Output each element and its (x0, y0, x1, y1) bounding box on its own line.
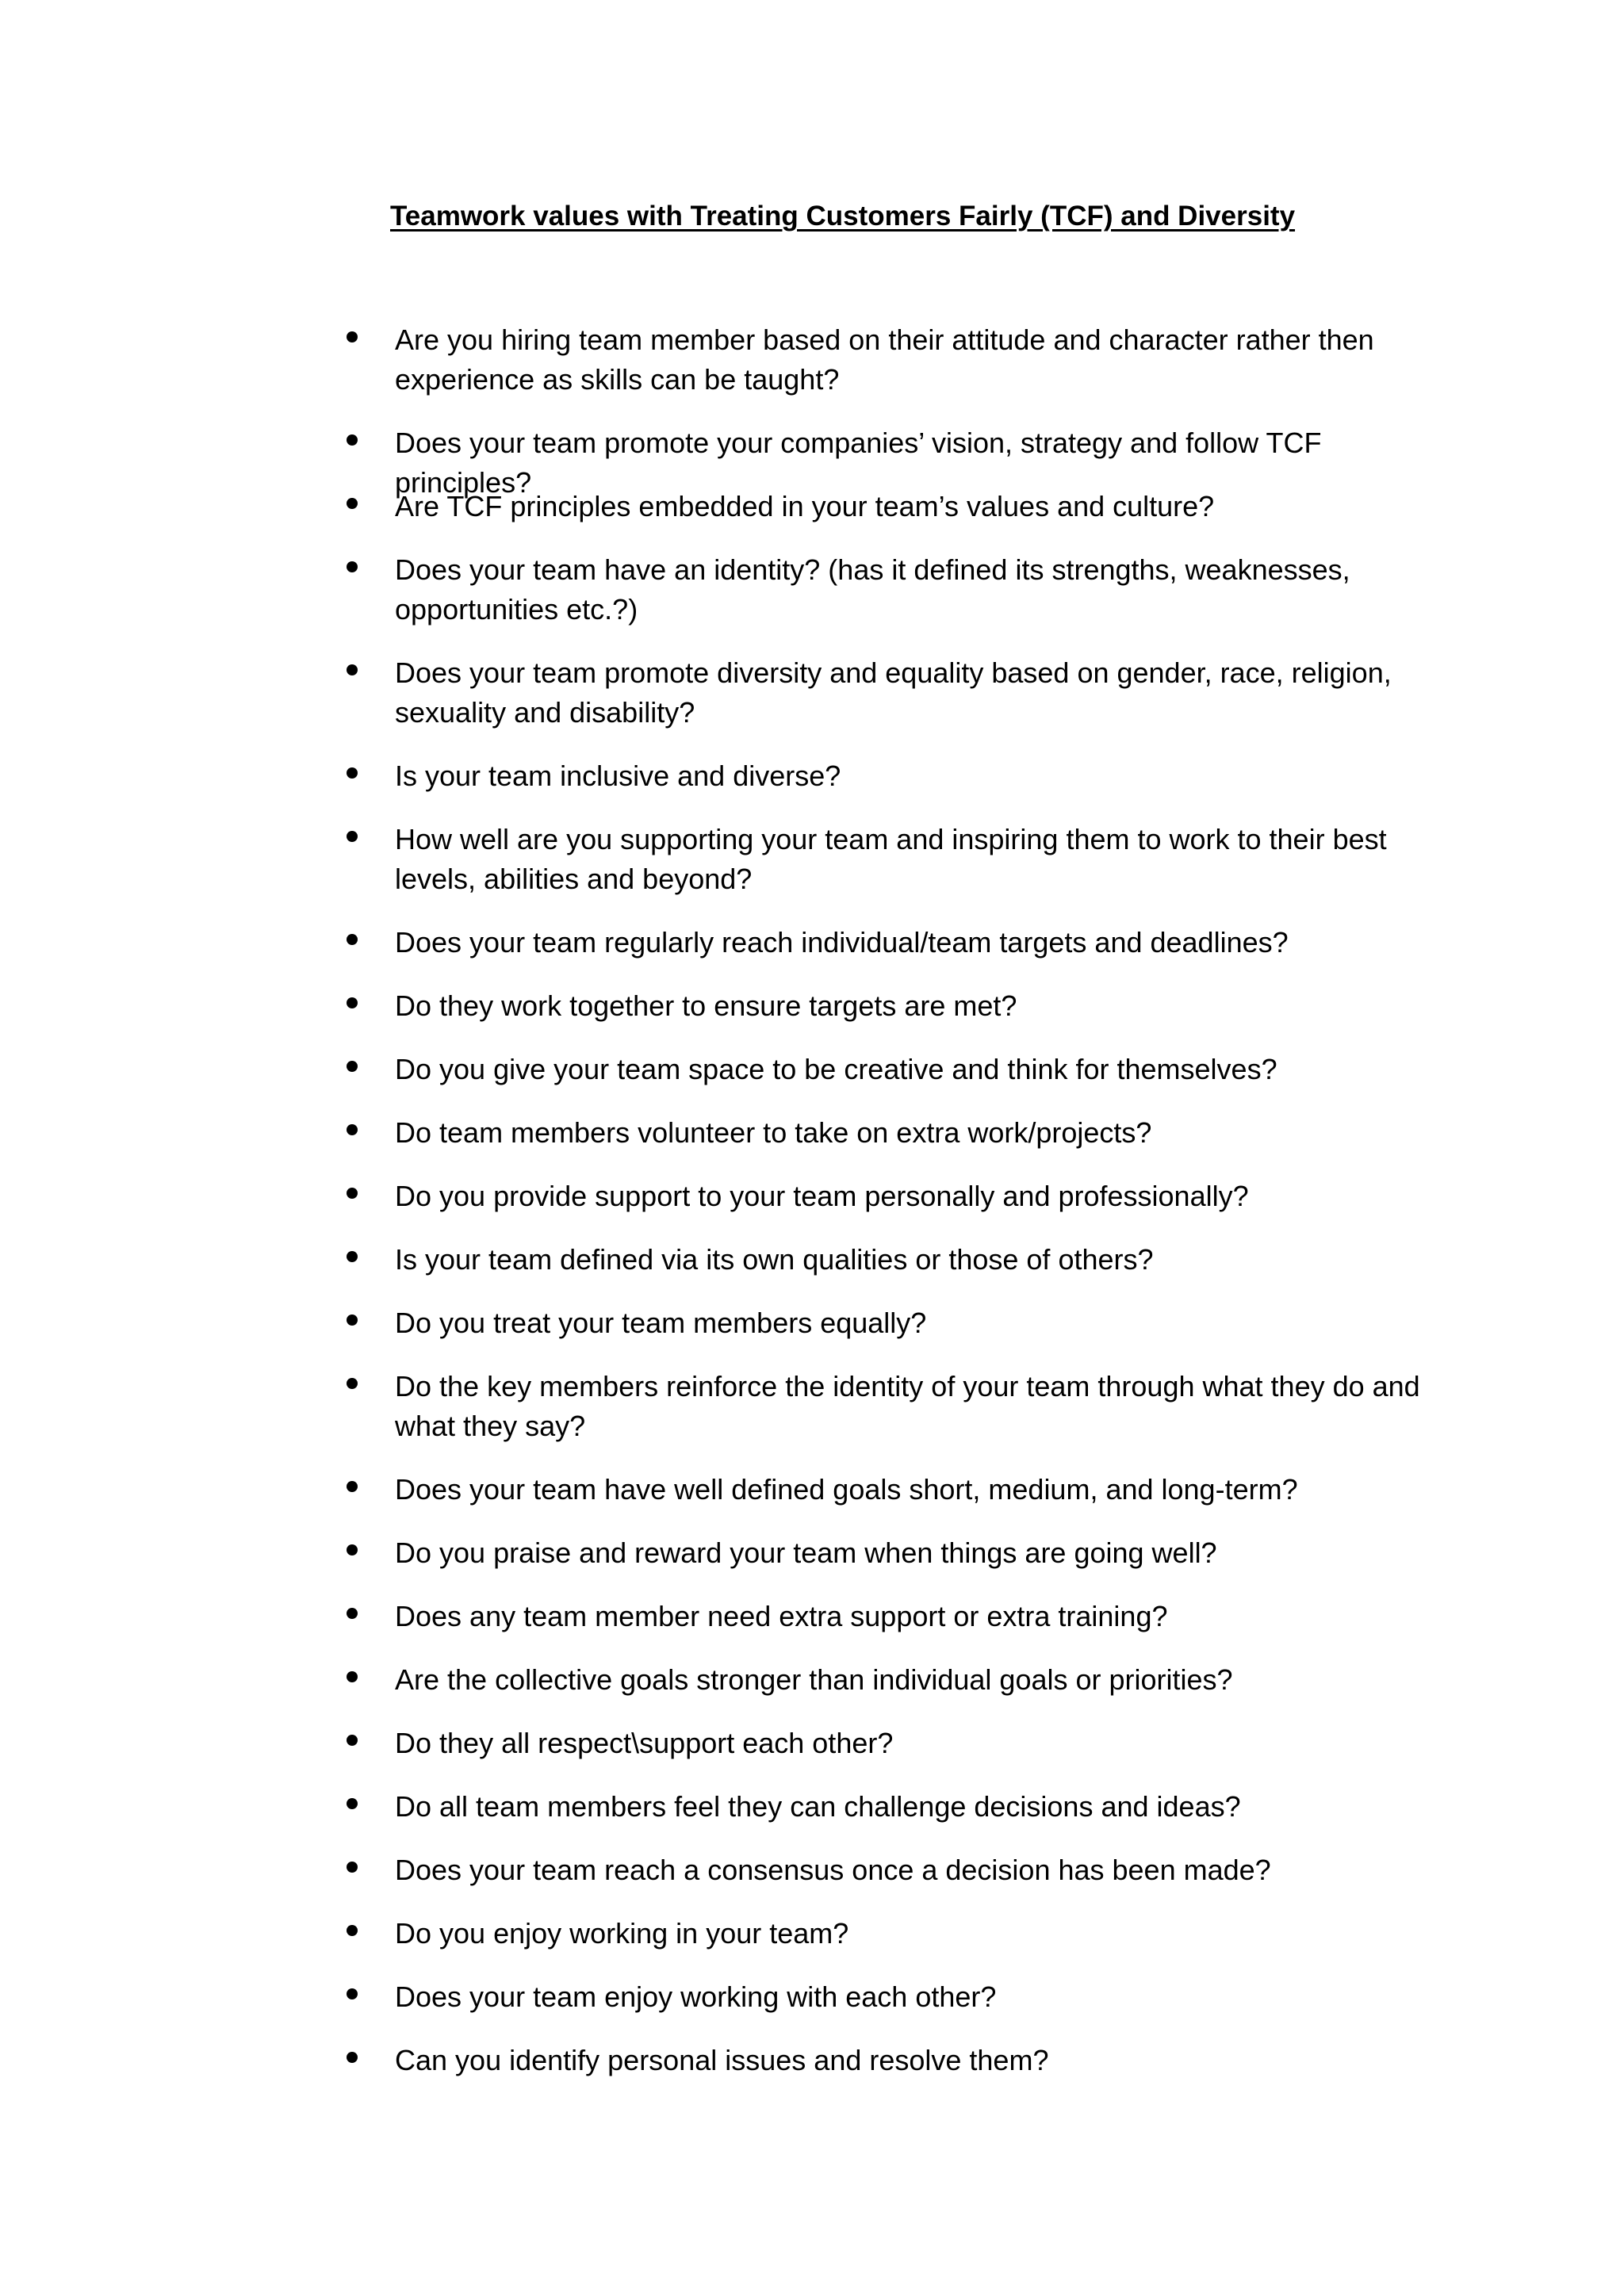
bullet-dot-icon (347, 1061, 358, 1072)
bullet-dot-icon (347, 664, 358, 675)
bullet-dot-icon (347, 1925, 358, 1936)
question-text: Do they all respect\support each other? (395, 1727, 894, 1759)
question-text: Do all team members feel they can challenge decisions and ideas? (395, 1790, 1241, 1823)
question-text: Can you identify personal issues and resolve them? (395, 2044, 1049, 2076)
question-text: Does your team regularly reach individual/team targets and deadlines? (395, 926, 1289, 959)
question-text: Do you enjoy working in your team? (395, 1917, 849, 1950)
question-text: Do you give your team space to be creative and think for themselves? (395, 1053, 1277, 1085)
bullet-dot-icon (347, 1798, 358, 1809)
bullet-dot-icon (347, 434, 358, 446)
bullet-dot-icon (347, 1188, 358, 1199)
bullet-dot-icon (347, 1251, 358, 1262)
question-text: Do team members volunteer to take on extra work/projects? (395, 1116, 1152, 1149)
bullet-dot-icon (347, 1481, 358, 1492)
question-text: How well are you supporting your team and inspiring them to work to their best levels, abilities and beyond? (395, 823, 1387, 895)
question-text: Do the key members reinforce the identity of your team through what they do and what they say? (395, 1370, 1420, 1442)
bullet-dot-icon (347, 1608, 358, 1619)
question-text: Does your team promote your companies’ vision, strategy and follow TCF principles? (395, 427, 1322, 499)
bullet-dot-icon (347, 1124, 358, 1135)
question-text: Do you praise and reward your team when things are going well? (395, 1536, 1217, 1569)
bullet-dot-icon (347, 997, 358, 1008)
question-text: Does your team reach a consensus once a decision has been made? (395, 1854, 1271, 1886)
bullet-dot-icon (347, 1862, 358, 1873)
question-text: Are the collective goals stronger than individual goals or priorities? (395, 1663, 1233, 1696)
bullet-dot-icon (347, 331, 358, 342)
document-title: Teamwork values with Treating Customers Fairly (TCF) and Diversity (390, 201, 1296, 232)
bullet-dot-icon (347, 1544, 358, 1556)
question-text: Does any team member need extra support or extra training? (395, 1600, 1168, 1632)
bullet-dot-icon (347, 498, 358, 509)
question-text: Do you provide support to your team personally and professionally? (395, 1180, 1249, 1212)
question-text: Do they work together to ensure targets are met? (395, 989, 1017, 1022)
question-text: Are TCF principles embedded in your team’s values and culture? (395, 490, 1215, 522)
question-text: Does your team enjoy working with each other? (395, 1980, 997, 2013)
bullet-dot-icon (347, 1735, 358, 1746)
question-text: Does your team promote diversity and equality based on gender, race, religion, sexuality and disability? (395, 656, 1392, 729)
question-text: Is your team inclusive and diverse? (395, 760, 841, 792)
bullet-dot-icon (347, 831, 358, 842)
bullet-dot-icon (347, 1671, 358, 1682)
bullet-dot-icon (347, 1378, 358, 1389)
question-text: Are you hiring team member based on their attitude and character rather then experience as skills can be taught? (395, 323, 1374, 396)
bullet-dot-icon (347, 1314, 358, 1326)
bullet-dot-icon (347, 2052, 358, 2063)
bullet-dot-icon (347, 561, 358, 572)
bullet-dot-icon (347, 1988, 358, 1999)
question-text: Is your team defined via its own qualities or those of others? (395, 1243, 1154, 1276)
bullet-dot-icon (347, 934, 358, 945)
bullet-dot-icon (347, 767, 358, 779)
question-text: Does your team have well defined goals short, medium, and long-term? (395, 1473, 1298, 1506)
question-text: Do you treat your team members equally? (395, 1307, 927, 1339)
question-text: Does your team have an identity? (has it defined its strengths, weaknesses, opportunities etc.?) (395, 553, 1350, 626)
